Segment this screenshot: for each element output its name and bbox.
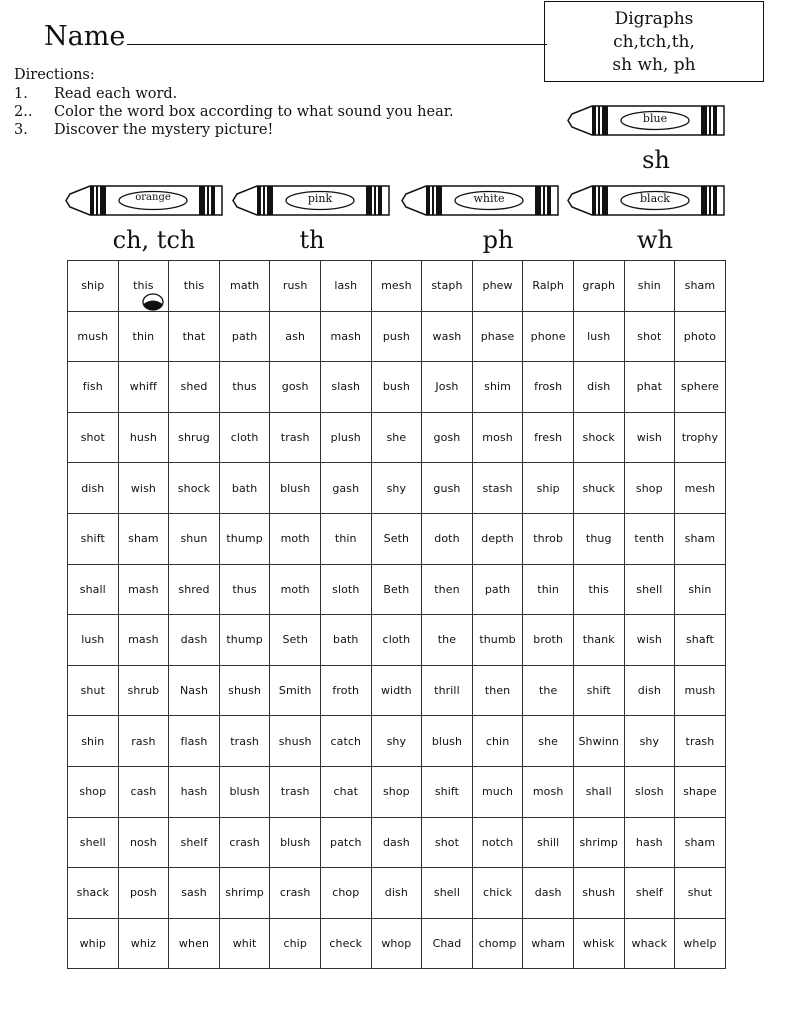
word-box[interactable]: she: [371, 412, 422, 463]
word-box[interactable]: hash: [169, 766, 220, 817]
word-box[interactable]: shred: [169, 564, 220, 615]
word-box[interactable]: shush: [270, 716, 321, 767]
word-box[interactable]: shill: [523, 817, 574, 868]
word-box[interactable]: shape: [675, 766, 726, 817]
word-box[interactable]: wish: [624, 412, 675, 463]
word-box[interactable]: frosh: [523, 362, 574, 413]
word-box[interactable]: wham: [523, 918, 574, 969]
word-box[interactable]: shy: [371, 716, 422, 767]
grid-row: [68, 311, 726, 362]
word-box[interactable]: chick: [472, 868, 523, 919]
word-box[interactable]: patch: [320, 817, 371, 868]
word-box[interactable]: mesh: [675, 463, 726, 514]
word-box[interactable]: Shwinn: [573, 716, 624, 767]
word-box[interactable]: mash: [118, 615, 169, 666]
word-box[interactable]: shift: [422, 766, 473, 817]
word-box[interactable]: whelp: [675, 918, 726, 969]
word-box[interactable]: push: [371, 311, 422, 362]
word-box[interactable]: chomp: [472, 918, 523, 969]
word-box[interactable]: shrug: [169, 412, 220, 463]
word-box[interactable]: sham: [675, 513, 726, 564]
word-box[interactable]: check: [320, 918, 371, 969]
word-box[interactable]: whiff: [118, 362, 169, 413]
word-box[interactable]: staph: [422, 261, 473, 312]
word-box[interactable]: thrill: [422, 665, 473, 716]
word-box[interactable]: width: [371, 665, 422, 716]
grid-row: [68, 665, 726, 716]
crayon-color-label: orange: [135, 192, 171, 203]
word-box[interactable]: sham: [675, 261, 726, 312]
word-box[interactable]: thin: [523, 564, 574, 615]
word-box[interactable]: notch: [472, 817, 523, 868]
digraph-label-wh: wh: [637, 226, 673, 254]
word-box[interactable]: throb: [523, 513, 574, 564]
word-box[interactable]: cloth: [371, 615, 422, 666]
word-box[interactable]: shot: [422, 817, 473, 868]
grid-row: [68, 716, 726, 767]
word-box[interactable]: mush: [68, 311, 119, 362]
word-box[interactable]: dash: [371, 817, 422, 868]
word-box[interactable]: whip: [68, 918, 119, 969]
word-box[interactable]: mash: [320, 311, 371, 362]
word-box[interactable]: dish: [573, 362, 624, 413]
word-box[interactable]: catch: [320, 716, 371, 767]
word-box[interactable]: trash: [219, 716, 270, 767]
word-box[interactable]: blush: [422, 716, 473, 767]
word-box[interactable]: trash: [270, 412, 321, 463]
word-box[interactable]: thus: [219, 362, 270, 413]
word-box[interactable]: dish: [68, 463, 119, 514]
word-box[interactable]: gush: [422, 463, 473, 514]
word-box[interactable]: shop: [68, 766, 119, 817]
word-box[interactable]: sash: [169, 868, 220, 919]
word-box[interactable]: stash: [472, 463, 523, 514]
word-box[interactable]: depth: [472, 513, 523, 564]
word-box[interactable]: much: [472, 766, 523, 817]
word-box[interactable]: thus: [219, 564, 270, 615]
word-box[interactable]: Nash: [169, 665, 220, 716]
word-box[interactable]: graph: [573, 261, 624, 312]
word-box[interactable]: phone: [523, 311, 574, 362]
digraph-label-ch-tch: ch, tch: [112, 226, 196, 254]
word-box[interactable]: dash: [523, 868, 574, 919]
word-box[interactable]: lush: [68, 615, 119, 666]
word-box[interactable]: broth: [523, 615, 574, 666]
word-box[interactable]: bush: [371, 362, 422, 413]
grid-row: [68, 362, 726, 413]
word-box[interactable]: wish: [118, 463, 169, 514]
word-box[interactable]: doth: [422, 513, 473, 564]
grid-row: [68, 412, 726, 463]
word-box[interactable]: thump: [219, 615, 270, 666]
title-line-1: Digraphs: [614, 9, 694, 29]
word-box[interactable]: shall: [573, 766, 624, 817]
word-box[interactable]: trash: [675, 716, 726, 767]
word-box[interactable]: Seth: [371, 513, 422, 564]
word-box[interactable]: chat: [320, 766, 371, 817]
word-box[interactable]: shrub: [118, 665, 169, 716]
word-box[interactable]: this: [118, 261, 169, 312]
word-box[interactable]: whisk: [573, 918, 624, 969]
word-box[interactable]: froth: [320, 665, 371, 716]
title-line-3: sh wh, ph: [612, 55, 696, 75]
word-box[interactable]: flash: [169, 716, 220, 767]
word-box[interactable]: trash: [270, 766, 321, 817]
word-box[interactable]: gosh: [270, 362, 321, 413]
word-box[interactable]: then: [422, 564, 473, 615]
word-box[interactable]: thin: [118, 311, 169, 362]
word-box[interactable]: path: [219, 311, 270, 362]
word-box[interactable]: moth: [270, 564, 321, 615]
word-box[interactable]: shop: [624, 463, 675, 514]
word-box[interactable]: shock: [169, 463, 220, 514]
crayon-color-label: white: [473, 192, 505, 205]
word-box[interactable]: lush: [573, 311, 624, 362]
word-box[interactable]: shelf: [624, 868, 675, 919]
direction-step: 3. Discover the mystery picture!: [14, 122, 274, 138]
word-box[interactable]: shy: [624, 716, 675, 767]
word-box[interactable]: shy: [371, 463, 422, 514]
word-box[interactable]: ash: [270, 311, 321, 362]
word-box[interactable]: bath: [320, 615, 371, 666]
grid-row: [68, 615, 726, 666]
word-box[interactable]: she: [523, 716, 574, 767]
word-box[interactable]: Chad: [422, 918, 473, 969]
crayon-blue: [566, 105, 726, 136]
word-box[interactable]: dash: [169, 615, 220, 666]
word-box[interactable]: blush: [219, 766, 270, 817]
name-label: Name: [44, 21, 126, 52]
word-box[interactable]: mosh: [472, 412, 523, 463]
word-box[interactable]: shop: [371, 766, 422, 817]
grid-row: [68, 513, 726, 564]
direction-step: 2.. Color the word box according to what sound you hear.: [14, 104, 454, 120]
directions: [14, 66, 454, 139]
word-box[interactable]: whiz: [118, 918, 169, 969]
word-box[interactable]: chin: [472, 716, 523, 767]
word-box[interactable]: posh: [118, 868, 169, 919]
name-field[interactable]: [44, 20, 547, 52]
digraph-label-ph: ph: [482, 226, 514, 254]
word-box[interactable]: sphere: [675, 362, 726, 413]
word-box[interactable]: phew: [472, 261, 523, 312]
word-box[interactable]: thumb: [472, 615, 523, 666]
word-box[interactable]: trophy: [675, 412, 726, 463]
grid-row: [68, 564, 726, 615]
word-box[interactable]: phase: [472, 311, 523, 362]
word-box[interactable]: sloth: [320, 564, 371, 615]
grid-row: [68, 261, 726, 312]
word-box[interactable]: whack: [624, 918, 675, 969]
word-box[interactable]: chip: [270, 918, 321, 969]
word-grid: [67, 260, 726, 969]
word-box[interactable]: Beth: [371, 564, 422, 615]
word-box[interactable]: shock: [573, 412, 624, 463]
word-box[interactable]: blush: [270, 463, 321, 514]
digraph-label-sh: sh: [642, 146, 670, 174]
word-box[interactable]: shush: [573, 868, 624, 919]
word-box[interactable]: Ralph: [523, 261, 574, 312]
direction-step: 1. Read each word.: [14, 86, 178, 102]
word-box[interactable]: thin: [320, 513, 371, 564]
word-box[interactable]: mush: [675, 665, 726, 716]
word-box[interactable]: ship: [68, 261, 119, 312]
word-box[interactable]: path: [472, 564, 523, 615]
word-box[interactable]: cash: [118, 766, 169, 817]
word-box[interactable]: rash: [118, 716, 169, 767]
word-box[interactable]: shin: [68, 716, 119, 767]
word-box[interactable]: Josh: [422, 362, 473, 413]
word-box[interactable]: nosh: [118, 817, 169, 868]
word-box[interactable]: rush: [270, 261, 321, 312]
crayon-color-label: blue: [642, 112, 668, 125]
word-box[interactable]: sham: [118, 513, 169, 564]
word-box[interactable]: shrimp: [573, 817, 624, 868]
word-box[interactable]: gash: [320, 463, 371, 514]
word-box[interactable]: shed: [169, 362, 220, 413]
grid-row: [68, 868, 726, 919]
word-box[interactable]: shin: [675, 564, 726, 615]
word-box[interactable]: shell: [624, 564, 675, 615]
word-box[interactable]: cloth: [219, 412, 270, 463]
word-box[interactable]: when: [169, 918, 220, 969]
word-box[interactable]: Seth: [270, 615, 321, 666]
word-box[interactable]: phat: [624, 362, 675, 413]
crayon-black: [566, 185, 726, 216]
worksheet-title-box: [544, 1, 764, 82]
crayon-white: [400, 185, 560, 216]
crayon-color-label: black: [640, 192, 670, 205]
word-box[interactable]: mosh: [523, 766, 574, 817]
word-box[interactable]: thump: [219, 513, 270, 564]
word-box[interactable]: dish: [371, 868, 422, 919]
word-box[interactable]: fish: [68, 362, 119, 413]
word-box[interactable]: then: [472, 665, 523, 716]
name-blank-line[interactable]: [127, 20, 547, 45]
word-box[interactable]: shift: [68, 513, 119, 564]
word-box[interactable]: shut: [675, 868, 726, 919]
grid-row: [68, 766, 726, 817]
word-box[interactable]: hash: [624, 817, 675, 868]
word-box[interactable]: plush: [320, 412, 371, 463]
word-box[interactable]: shaft: [675, 615, 726, 666]
digraph-label-th: th: [299, 226, 325, 254]
word-box[interactable]: this: [169, 261, 220, 312]
word-box[interactable]: dish: [624, 665, 675, 716]
word-box[interactable]: that: [169, 311, 220, 362]
word-box[interactable]: shell: [68, 817, 119, 868]
word-box[interactable]: chop: [320, 868, 371, 919]
word-box[interactable]: moth: [270, 513, 321, 564]
word-box[interactable]: lash: [320, 261, 371, 312]
word-box[interactable]: crash: [270, 868, 321, 919]
word-box[interactable]: shot: [68, 412, 119, 463]
word-box[interactable]: shift: [573, 665, 624, 716]
word-box[interactable]: mesh: [371, 261, 422, 312]
word-box[interactable]: shell: [422, 868, 473, 919]
word-box[interactable]: wash: [422, 311, 473, 362]
crayon-orange: [64, 185, 224, 216]
word-box[interactable]: hush: [118, 412, 169, 463]
grid-row: [68, 463, 726, 514]
word-box[interactable]: whop: [371, 918, 422, 969]
word-box[interactable]: shack: [68, 868, 119, 919]
word-box[interactable]: shin: [624, 261, 675, 312]
word-box[interactable]: the: [422, 615, 473, 666]
word-box[interactable]: slosh: [624, 766, 675, 817]
word-box[interactable]: gosh: [422, 412, 473, 463]
word-box[interactable]: shuck: [573, 463, 624, 514]
word-box[interactable]: sham: [675, 817, 726, 868]
word-box[interactable]: shelf: [169, 817, 220, 868]
word-box[interactable]: this: [573, 564, 624, 615]
crayon-color-label: pink: [307, 192, 333, 205]
grid-row: [68, 918, 726, 969]
word-box[interactable]: fresh: [523, 412, 574, 463]
word-box[interactable]: wish: [624, 615, 675, 666]
word-box[interactable]: Smith: [270, 665, 321, 716]
grid-row: [68, 817, 726, 868]
word-box[interactable]: thank: [573, 615, 624, 666]
word-box[interactable]: whit: [219, 918, 270, 969]
word-box[interactable]: mash: [118, 564, 169, 615]
directions-heading: Directions:: [14, 67, 95, 83]
crayon-pink: [231, 185, 391, 216]
word-box[interactable]: shun: [169, 513, 220, 564]
word-box[interactable]: shush: [219, 665, 270, 716]
word-box[interactable]: blush: [270, 817, 321, 868]
word-box[interactable]: tenth: [624, 513, 675, 564]
word-box[interactable]: crash: [219, 817, 270, 868]
word-box[interactable]: shall: [68, 564, 119, 615]
word-box[interactable]: photo: [675, 311, 726, 362]
word-box[interactable]: shut: [68, 665, 119, 716]
word-box[interactable]: thug: [573, 513, 624, 564]
mystery-picture-eye-icon: [142, 293, 164, 311]
word-box[interactable]: shot: [624, 311, 675, 362]
word-box[interactable]: shrimp: [219, 868, 270, 919]
word-box[interactable]: the: [523, 665, 574, 716]
word-box[interactable]: math: [219, 261, 270, 312]
word-box[interactable]: slash: [320, 362, 371, 413]
word-box[interactable]: shim: [472, 362, 523, 413]
title-line-2: ch,tch,th,: [613, 32, 695, 52]
word-box[interactable]: ship: [523, 463, 574, 514]
word-box[interactable]: bath: [219, 463, 270, 514]
